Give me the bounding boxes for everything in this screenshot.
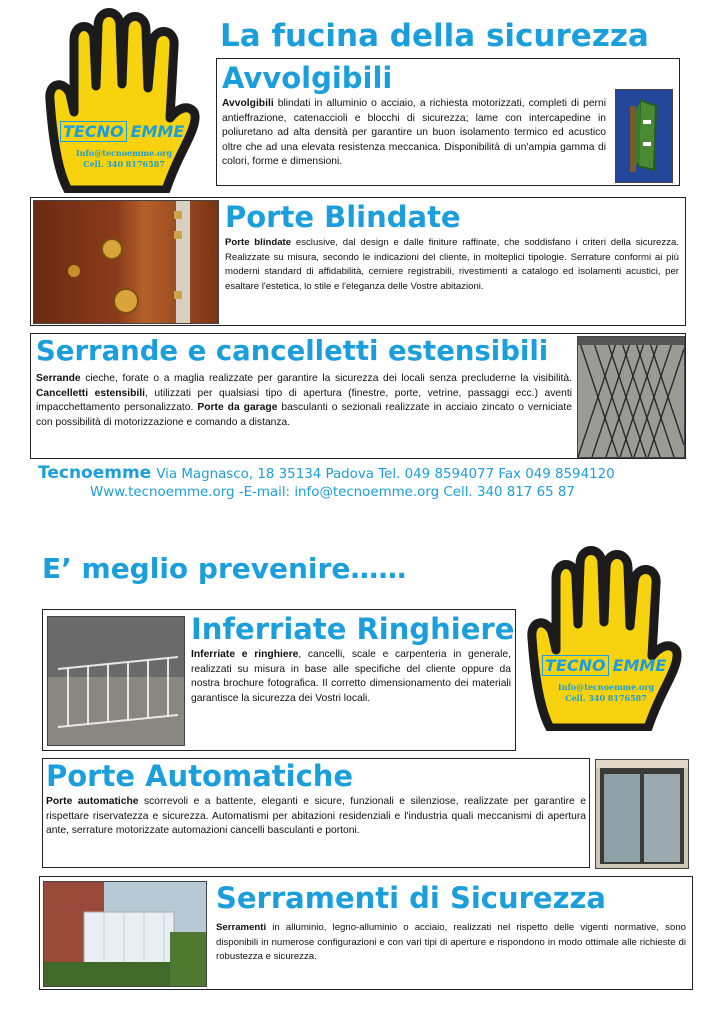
hand-icon <box>520 546 690 731</box>
company-name: Tecnoemme <box>38 463 152 483</box>
house-icon <box>44 882 206 986</box>
automatic-door-icon <box>596 760 688 868</box>
logo-cell: Cell. 340 8176587 <box>565 693 647 703</box>
logo-brand-right: EMME <box>612 656 667 675</box>
section-serramenti <box>39 876 693 990</box>
section-text-inferriate <box>191 648 511 706</box>
photo-porta-automatica <box>595 759 689 869</box>
logo-email: Info@tecnoemme.org <box>557 682 655 692</box>
logo-brand-right: EMME <box>130 122 185 141</box>
section-text-porte-automatiche <box>46 795 586 839</box>
logo-brand-left: TECNO <box>60 121 127 142</box>
lead-porte-automatiche: Porte automatiche <box>46 796 139 807</box>
logo-brand <box>60 122 188 146</box>
photo-cancelletto <box>577 336 685 458</box>
lead-serramenti: Serramenti <box>216 922 267 933</box>
door-lock-icon <box>34 201 218 323</box>
photo-avvolgibile <box>615 89 673 183</box>
section-title-avvolgibili: Avvolgibili <box>222 61 393 95</box>
logo-brand <box>542 656 670 680</box>
section-title-porte-blindate: Porte Blindate <box>225 200 461 234</box>
section-title-porte-automatiche: Porte Automatiche <box>46 759 354 793</box>
roller-shutter-icon <box>616 90 672 182</box>
body-serrande-3: basculanti o sezionali realizzate in acciaio zincato o verniciate con possibilità di motorizzazione e comando a distanza. <box>36 402 572 428</box>
logo-brand-left: TECNO <box>542 655 609 676</box>
lead-avvolgibili: Avvolgibili <box>222 98 274 109</box>
page-title: La fucina della sicurezza <box>220 18 649 54</box>
body-serramenti: in alluminio, legno-alluminio o acciaio, realizzati nel rispetto delle vigenti normative, sono disponibili in numerose configurazioni e con vari tipi di aperture e rispondono in modo ottimale alle richieste di robustezza e sicurezza. <box>216 922 686 963</box>
section-title-inferriate: Inferriate Ringhiere <box>191 612 515 646</box>
section-porte-blindate <box>30 197 686 326</box>
section-text-serrande <box>36 372 572 430</box>
body-porte-blindate: esclusive, dal design e dalle finiture raffinate, che soddisfano i criteri della sicurezza. Realizzate su misura, secondo le indicazioni del cliente, in molteplici tipologie. Serrature conformi ai più moderni standard di affidabilità, cerniere registrabili, rivestimenti a catalogo ed isolamenti acustici, per esaltare l'estetica, lo stile e l'eleganza delle Vostre abitazioni. <box>225 237 679 292</box>
logo-cell: Cell. 340 8176587 <box>83 159 165 169</box>
lead-garage: Porte da garage <box>197 402 278 414</box>
railing-icon <box>48 617 184 745</box>
section-avvolgibili <box>216 58 680 186</box>
section-title-serrande: Serrande e cancelletti estensibili <box>36 335 549 367</box>
body-serrande-2: , utilizzati per qualsiasi tipo di apertura (finestre, porte, vetrine, passaggi ecc.) aventi impacchettamento personalizzato. <box>36 387 573 414</box>
section-text-serramenti <box>216 921 686 965</box>
body-inferriate: , cancelli, scale e carpenteria in generale, realizzati su misura in base alle specifiche del cliente oppure da nostra brochure fotografica. Il corretto dimensionamento dei materiali garantisce la sicurezza dei Vostri locali. <box>191 649 511 704</box>
logo-hand-top <box>38 8 208 193</box>
logo-email: Info@tecnoemme.org <box>75 148 173 158</box>
section-serrande <box>30 333 686 459</box>
lead-porte-blindate: Porte blindate <box>225 237 292 248</box>
body-porte-automatiche: scorrevoli e a battente, eleganti e sicure, funzionali e silenziose, realizzate per garantire e rispettare riservatezza e sicurezza. Automatismi per abitazioni residenziali e l'industria quali meccanismi di apertura ante, serrature motorizzate automazioni cancelli basculanti e portoni. <box>46 796 586 837</box>
contact-line-1 <box>38 463 724 483</box>
contact-line-2: Www.tecnoemme.org -E-mail: info@tecnoemme.org Cell. 340 817 65 87 <box>90 485 575 500</box>
lead-serrande: Serrande <box>36 373 81 384</box>
logo-hand-bottom <box>520 546 690 731</box>
body-serrande-1: cieche, forate o a maglia realizzate per garantire la sicurezza dei locali senza precluderne la visibilità. <box>80 373 572 384</box>
company-address: Via Magnasco, 18 35134 Padova Tel. 049 8594077 Fax 049 8594120 <box>156 467 615 482</box>
section-porte-automatiche <box>42 758 590 868</box>
section-inferriate <box>42 609 516 751</box>
lead-cancelletti: Cancelletti estensibili <box>36 387 145 399</box>
photo-inferriate <box>47 616 185 746</box>
section-text-porte-blindate <box>225 236 679 294</box>
photo-serramenti <box>43 881 207 987</box>
slogan: E’ meglio prevenire…… <box>42 552 407 585</box>
photo-porta-blindata <box>33 200 219 324</box>
body-avvolgibili: blindati in alluminio o acciaio, a richiesta motorizzati, completi di perni antieffrazione, catenaccioli e blocchi di sicurezza; lame con intercapedine in poliuretano ad alta densità per garantire un buon isolamento termico ed acustico oltre che ad una elevata resistenza meccanica. Disponibilità di un'ampia gamma di colori, forme e dimensioni. <box>222 98 606 168</box>
gate-icon <box>578 337 684 457</box>
lead-inferriate: Inferriate e ringhiere <box>191 649 299 660</box>
section-text-avvolgibili <box>222 97 606 170</box>
section-title-serramenti: Serramenti di Sicurezza <box>216 881 606 915</box>
